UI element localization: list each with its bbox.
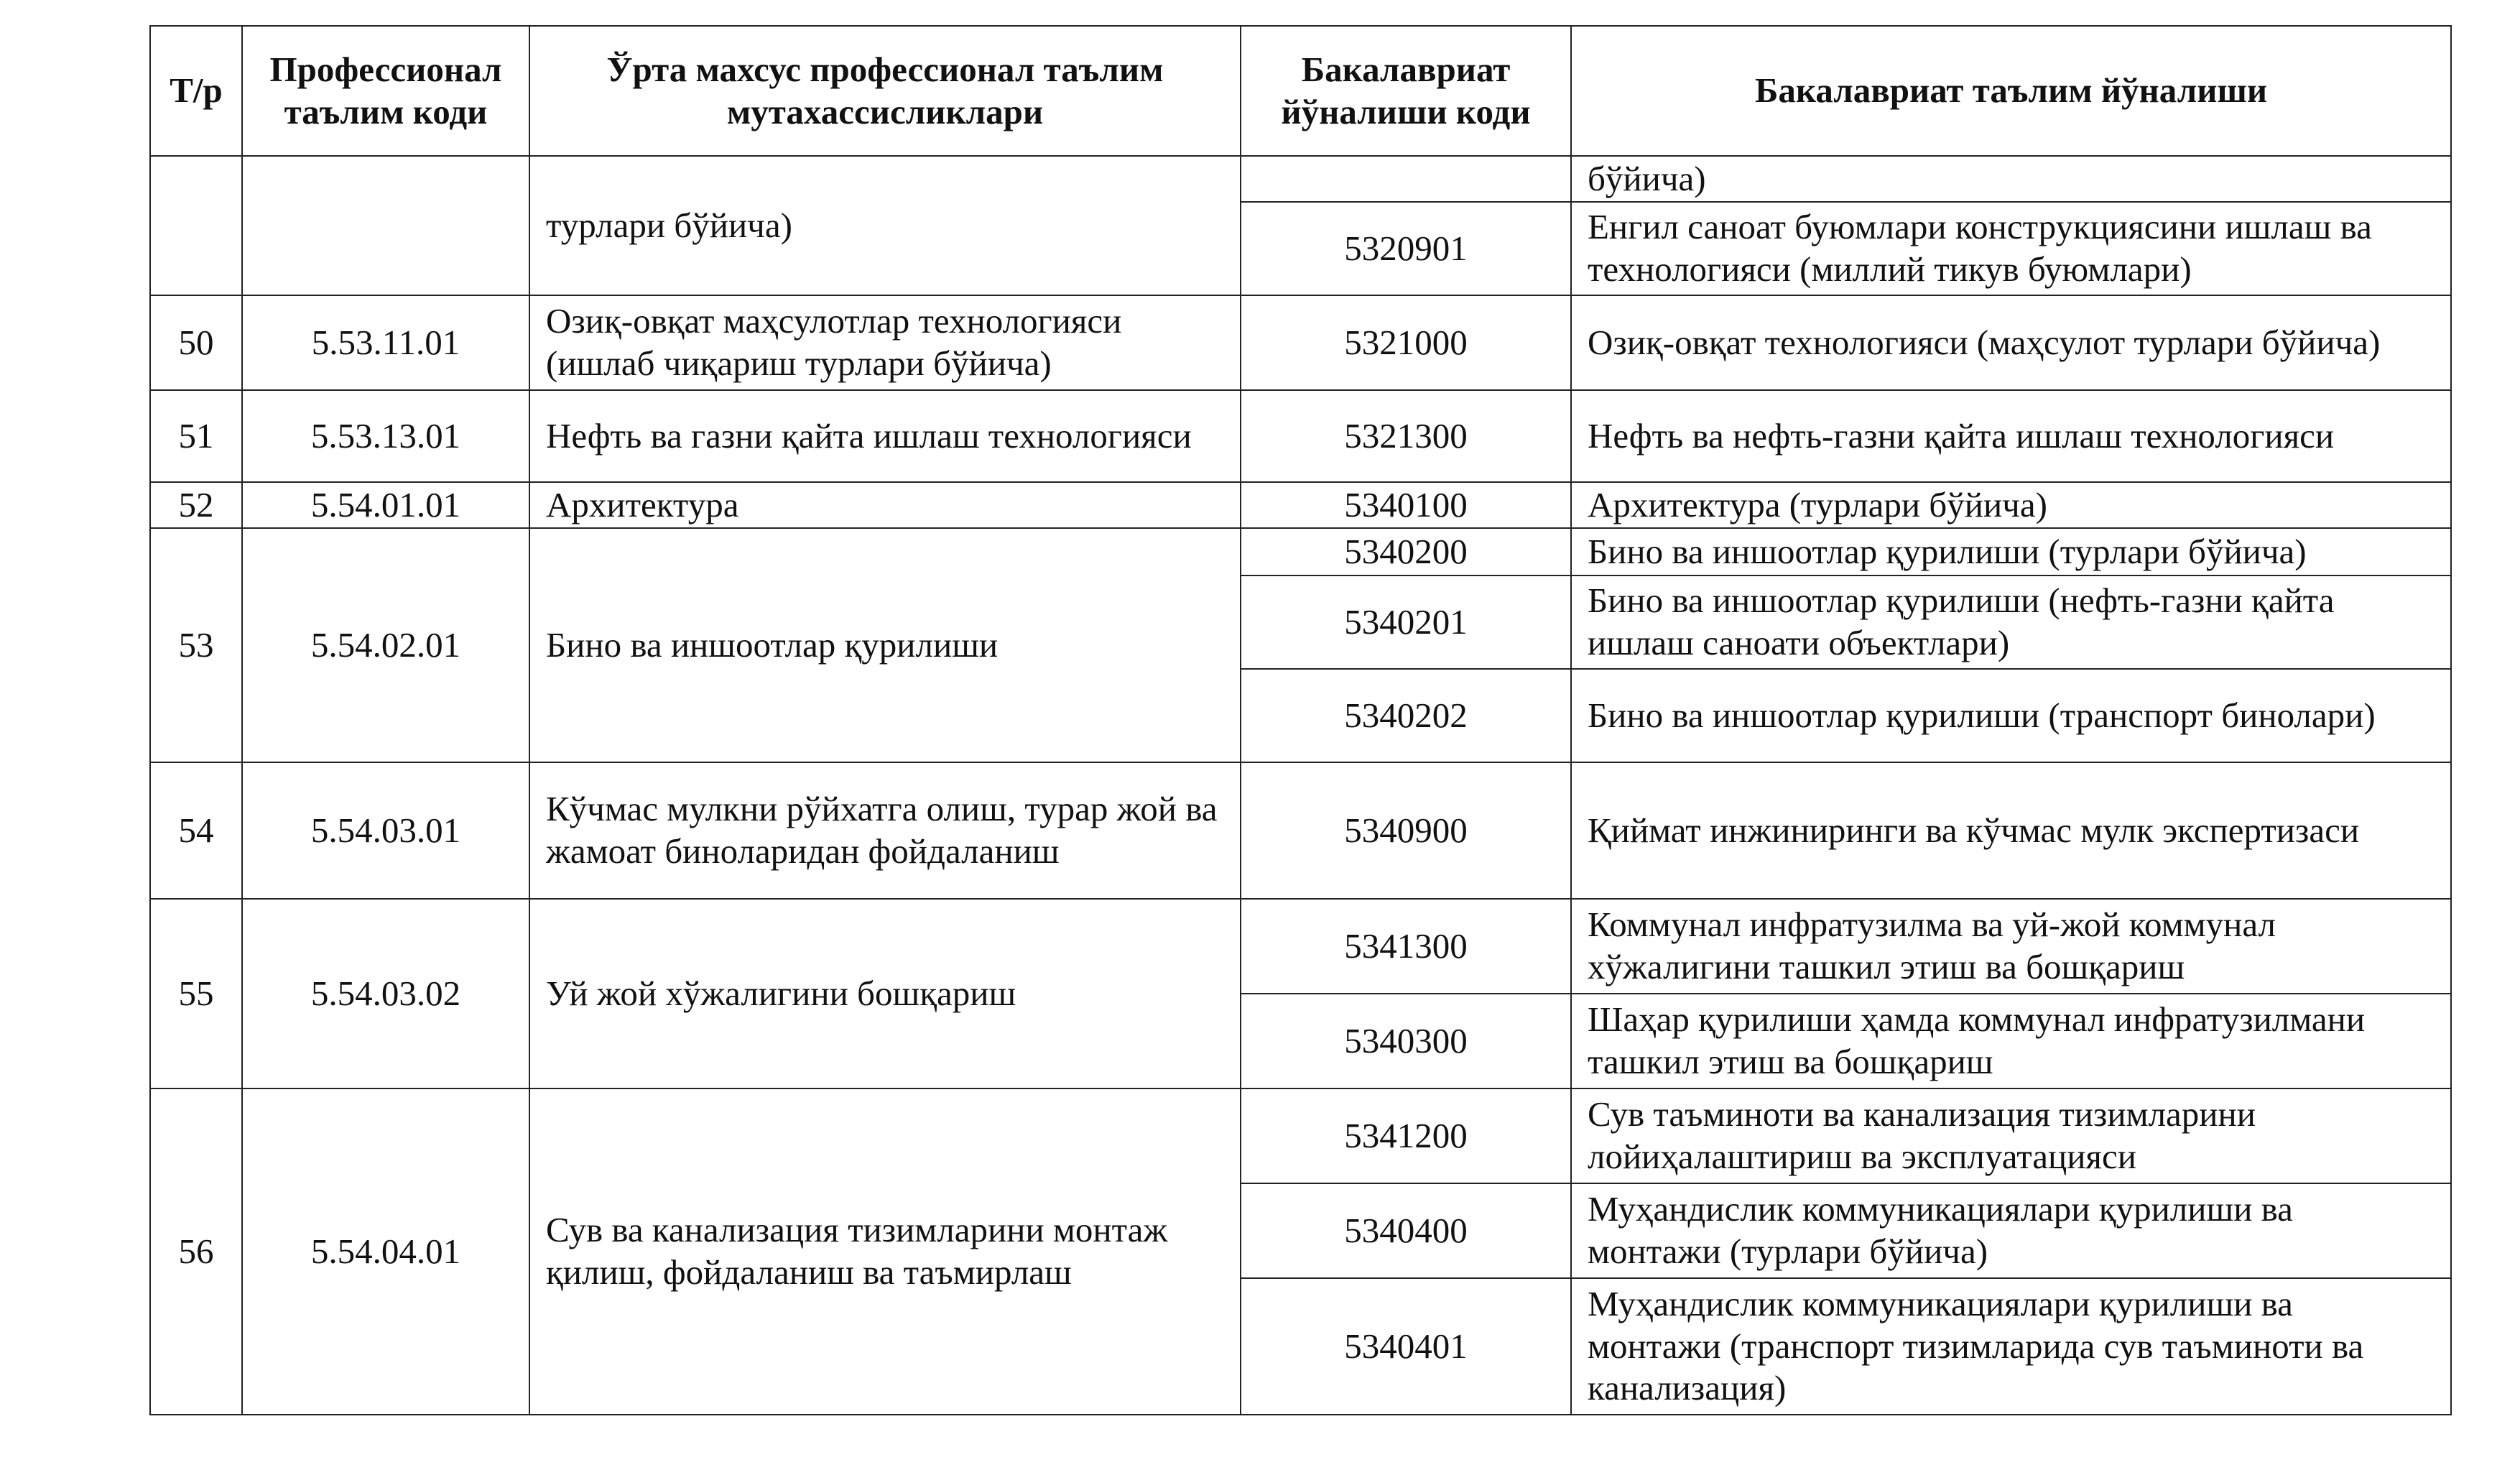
table-row xyxy=(150,482,2451,528)
cell-bach-code: 5340401 xyxy=(1241,1278,1571,1415)
cell-prof-code xyxy=(242,156,529,295)
cell-bach-code: 5340300 xyxy=(1241,994,1571,1088)
header-row xyxy=(150,26,2451,156)
header-num: Т/р xyxy=(150,26,242,156)
cell-prof-code: 5.53.13.01 xyxy=(242,390,529,482)
cell-num: 55 xyxy=(150,899,242,1088)
cell-bach-code: 5341300 xyxy=(1241,899,1571,994)
cell-specialty: Озиқ-овқат маҳсулотлар технологияси (ишлаб чиқариш турлари бўйича) xyxy=(529,295,1241,390)
cell-specialty: Кўчмас мулкни рўйхатга олиш, турар жой ва жамоат биноларидан фойдаланиш xyxy=(529,762,1241,899)
cell-bach-code: 5321300 xyxy=(1241,390,1571,482)
cell-bach-direction: Архитектура (турлари бўйича) xyxy=(1571,482,2451,528)
cell-num: 51 xyxy=(150,390,242,482)
cell-bach-code: 5340201 xyxy=(1241,575,1571,669)
cell-bach-direction: бўйича) xyxy=(1571,156,2451,202)
header-bach-code: Бакалавриат йўналиши коди xyxy=(1241,26,1571,156)
cell-prof-code: 5.54.04.01 xyxy=(242,1088,529,1415)
table-row xyxy=(150,295,2451,390)
cell-specialty: Нефть ва газни қайта ишлаш технологияси xyxy=(529,390,1241,482)
table-row xyxy=(150,1088,2451,1183)
cell-bach-code: 5340202 xyxy=(1241,669,1571,762)
table-row xyxy=(150,899,2451,994)
cell-bach-code: 5340400 xyxy=(1241,1183,1571,1278)
cell-specialty: Архитектура xyxy=(529,482,1241,528)
cell-bach-direction: Қиймат инжиниринги ва кўчмас мулк экспертизаси xyxy=(1571,762,2451,899)
cell-prof-code: 5.53.11.01 xyxy=(242,295,529,390)
cell-num xyxy=(150,156,242,295)
table-row xyxy=(150,156,2451,202)
cell-specialty: Уй жой хўжалигини бошқариш xyxy=(529,899,1241,1088)
cell-bach-direction: Бино ва иншоотлар қурилиши (транспорт бинолари) xyxy=(1571,669,2451,762)
cell-num: 50 xyxy=(150,295,242,390)
header-specialties: Ўрта махсус профессионал таълим мутахассисликлари xyxy=(529,26,1241,156)
header-prof-code: Профессионал таълим коди xyxy=(242,26,529,156)
cell-specialty: турлари бўйича) xyxy=(529,156,1241,295)
cell-bach-direction: Коммунал инфратузилма ва уй-жой коммунал хўжалигини ташкил этиш ва бошқариш xyxy=(1571,899,2451,994)
cell-bach-direction: Бино ва иншоотлар қурилиши (турлари бўйича) xyxy=(1571,528,2451,575)
cell-num: 56 xyxy=(150,1088,242,1415)
cell-prof-code: 5.54.03.01 xyxy=(242,762,529,899)
cell-num: 53 xyxy=(150,528,242,762)
cell-bach-code: 5320901 xyxy=(1241,202,1571,295)
cell-prof-code: 5.54.03.02 xyxy=(242,899,529,1088)
cell-bach-direction: Енгил саноат буюмлари конструкциясини ишлаш ва технологияси (миллий тикув буюмлари) xyxy=(1571,202,2451,295)
header-bach-direction: Бакалавриат таълим йўналиши xyxy=(1571,26,2451,156)
cell-bach-direction: Бино ва иншоотлар қурилиши (нефть-газни қайта ишлаш саноати объектлари) xyxy=(1571,575,2451,669)
cell-num: 54 xyxy=(150,762,242,899)
cell-bach-code: 5340200 xyxy=(1241,528,1571,575)
cell-bach-direction: Нефть ва нефть-газни қайта ишлаш технологияси xyxy=(1571,390,2451,482)
cell-prof-code: 5.54.02.01 xyxy=(242,528,529,762)
table-row xyxy=(150,762,2451,899)
cell-specialty: Сув ва канализация тизимларини монтаж қилиш, фойдаланиш ва таъмирлаш xyxy=(529,1088,1241,1415)
table-row xyxy=(150,390,2451,482)
cell-bach-direction: Сув таъминоти ва канализация тизимларини лойиҳалаштириш ва эксплуатацияси xyxy=(1571,1088,2451,1183)
cell-bach-code: 5341200 xyxy=(1241,1088,1571,1183)
cell-bach-code xyxy=(1241,156,1571,202)
cell-bach-code: 5340100 xyxy=(1241,482,1571,528)
cell-num: 52 xyxy=(150,482,242,528)
cell-bach-code: 5340900 xyxy=(1241,762,1571,899)
specialties-table xyxy=(149,25,2452,1415)
cell-bach-direction: Муҳандислик коммуникациялари қурилиши ва монтажи (транспорт тизимларида сув таъминоти ва канализация) xyxy=(1571,1278,2451,1415)
cell-prof-code: 5.54.01.01 xyxy=(242,482,529,528)
cell-specialty: Бино ва иншоотлар қурилиши xyxy=(529,528,1241,762)
table-row xyxy=(150,528,2451,575)
cell-bach-direction: Шаҳар қурилиши ҳамда коммунал инфратузилмани ташкил этиш ва бошқариш xyxy=(1571,994,2451,1088)
cell-bach-direction: Озиқ-овқат технологияси (маҳсулот турлари бўйича) xyxy=(1571,295,2451,390)
cell-bach-code: 5321000 xyxy=(1241,295,1571,390)
cell-bach-direction: Муҳандислик коммуникациялари қурилиши ва монтажи (турлари бўйича) xyxy=(1571,1183,2451,1278)
